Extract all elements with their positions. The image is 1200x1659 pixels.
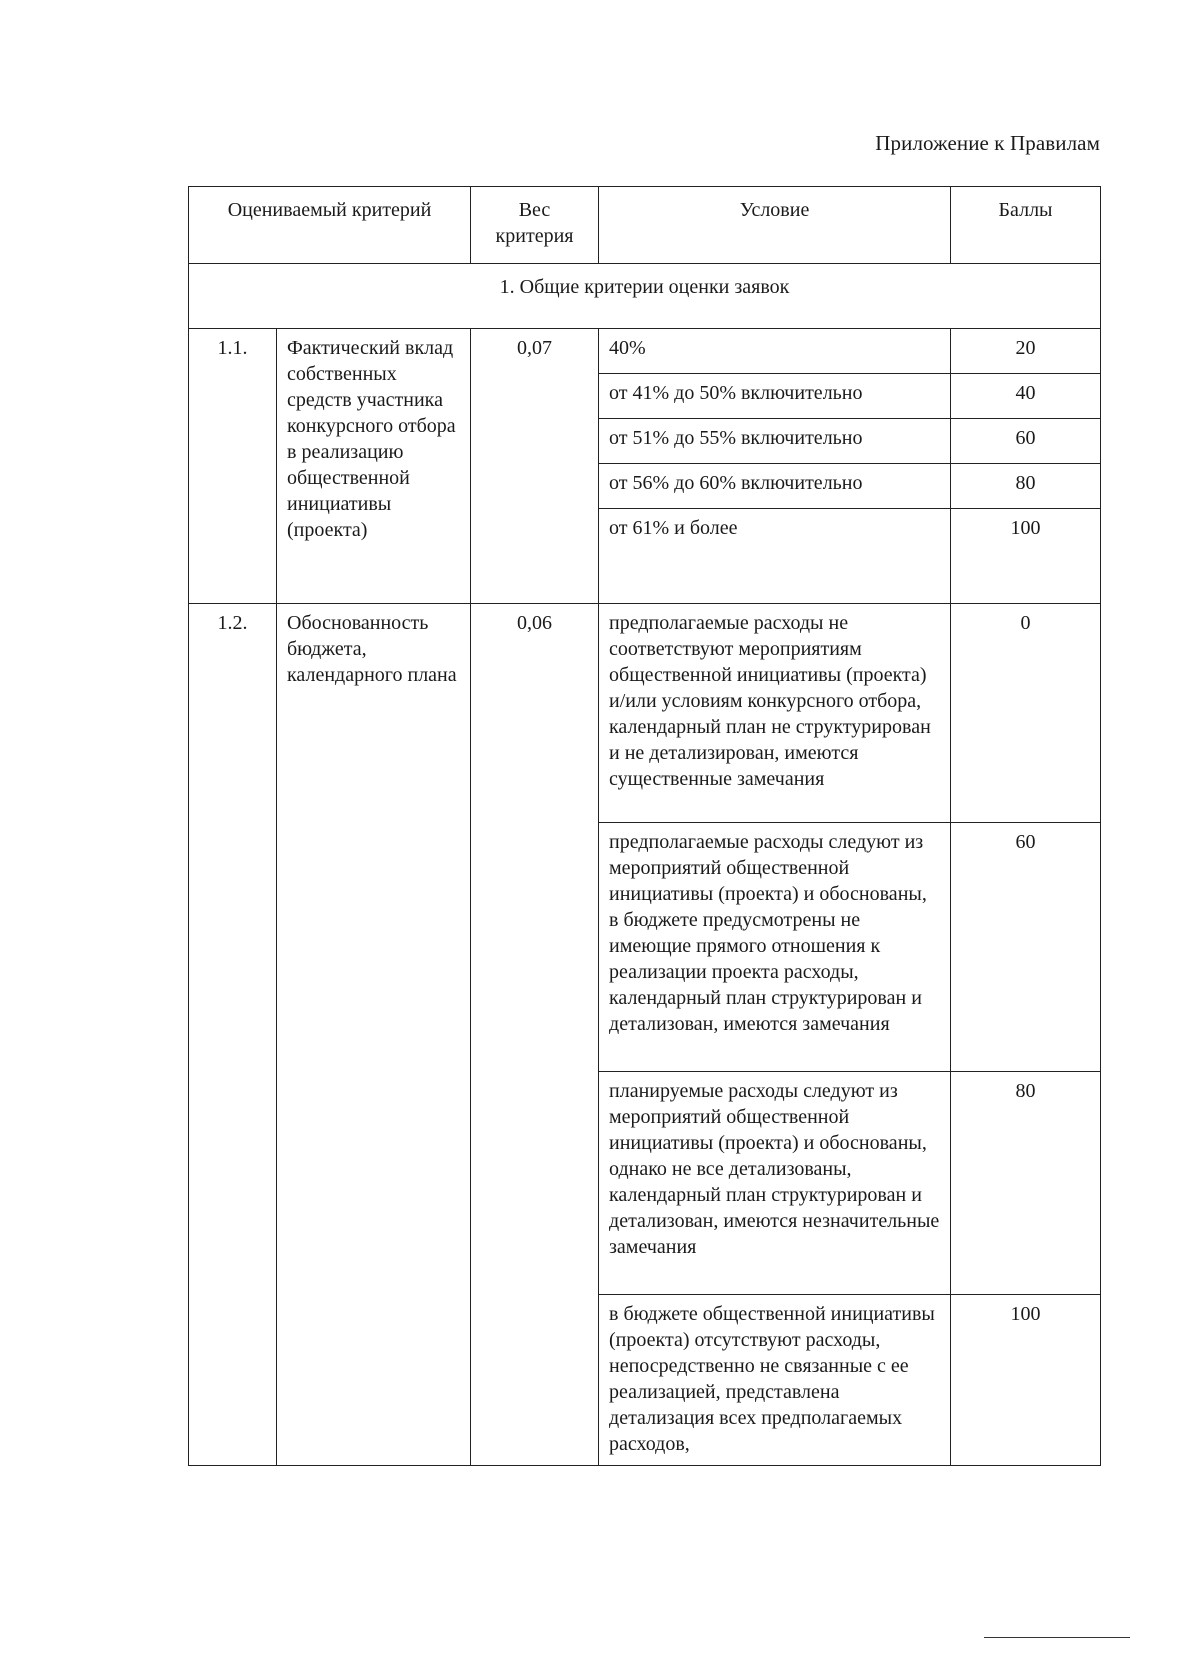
item-number: 1.1.: [189, 329, 277, 604]
appendix-title: Приложение к Правилам: [875, 131, 1100, 155]
criteria-table: [188, 186, 1101, 1466]
condition-text: от 61% и более: [599, 509, 951, 604]
condition-points: 20: [951, 329, 1101, 374]
table-row: [189, 604, 1101, 823]
condition-points: 100: [951, 509, 1101, 604]
condition-points: 60: [951, 823, 1101, 1072]
header-points: Баллы: [951, 187, 1101, 264]
condition-text: планируемые расходы следуют из мероприятий общественной инициативы (проекта) и обоснованы, однако не все детализованы, календарный план структурирован и детализован, имеются незначительные замечания: [599, 1072, 951, 1295]
item-weight: 0,07: [471, 329, 599, 604]
condition-points: 60: [951, 419, 1101, 464]
condition-text: 40%: [599, 329, 951, 374]
item-weight: 0,06: [471, 604, 599, 1466]
condition-text: от 41% до 50% включительно: [599, 374, 951, 419]
item-criterion: Обоснованность бюджета, календарного плана: [277, 604, 471, 1466]
condition-points: 100: [951, 1295, 1101, 1466]
condition-points: 40: [951, 374, 1101, 419]
table-row: [189, 329, 1101, 374]
condition-text: от 56% до 60% включительно: [599, 464, 951, 509]
header-criterion: Оцениваемый критерий: [189, 187, 471, 264]
condition-points: 80: [951, 464, 1101, 509]
header-weight: Вес критерия: [471, 187, 599, 264]
header-condition: Условие: [599, 187, 951, 264]
section-row: [189, 264, 1101, 329]
condition-points: 80: [951, 1072, 1101, 1295]
item-criterion: Фактический вклад собственных средств участника конкурсного отбора в реализацию общественной инициативы (проекта): [277, 329, 471, 604]
condition-text: от 51% до 55% включительно: [599, 419, 951, 464]
item-number: 1.2.: [189, 604, 277, 1466]
footer-line: [984, 1637, 1130, 1638]
condition-text: предполагаемые расходы не соответствуют мероприятиям общественной инициативы (проекта) и/или условиям конкурсного отбора, календарный план не структурирован и не детализирован, имеются существенные замечания: [599, 604, 951, 823]
section-title: 1. Общие критерии оценки заявок: [189, 264, 1101, 329]
header-row: [189, 187, 1101, 264]
condition-text: в бюджете общественной инициативы (проекта) отсутствуют расходы, непосредственно не связанные с ее реализацией, представлена детализация всех предполагаемых расходов,: [599, 1295, 951, 1466]
condition-points: 0: [951, 604, 1101, 823]
condition-text: предполагаемые расходы следуют из мероприятий общественной инициативы (проекта) и обоснованы, в бюджете предусмотрены не имеющие прямого отношения к реализации проекта расходы, календарный план структурирован и детализован, имеются замечания: [599, 823, 951, 1072]
